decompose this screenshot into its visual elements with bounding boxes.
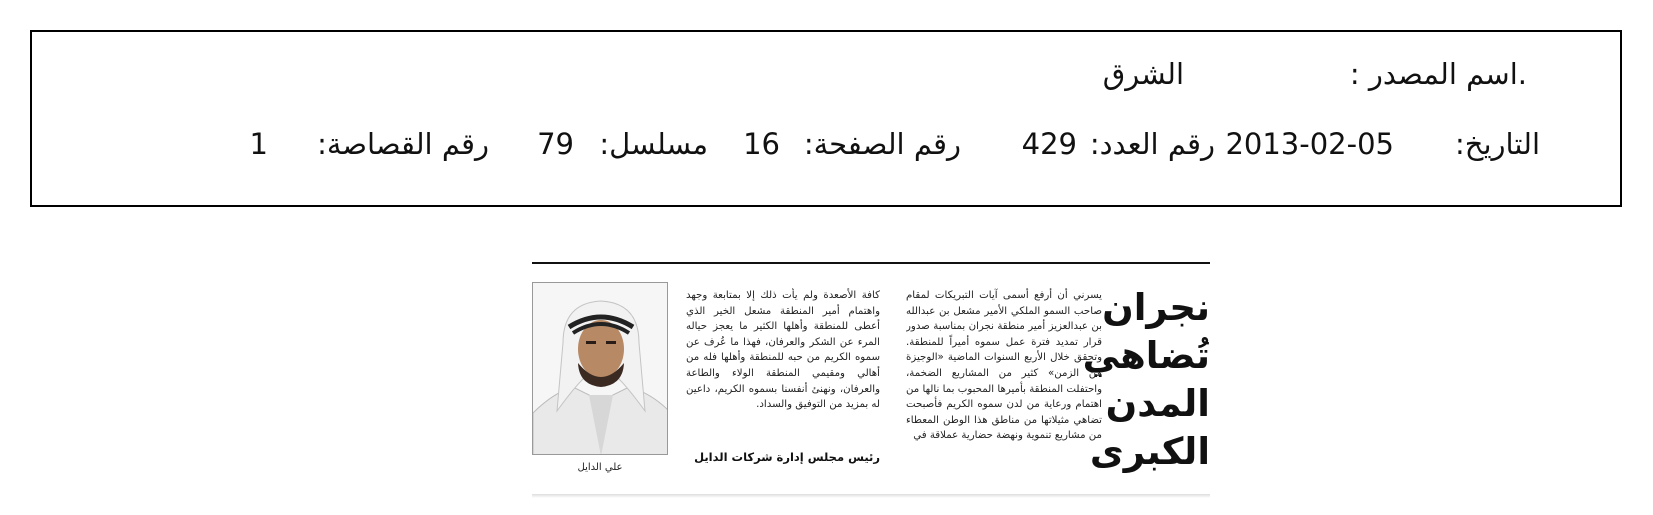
source-value: الشرق [1102,57,1184,91]
clipping-bottom-edge [532,494,1210,498]
headline-line-3: المدن [1105,382,1210,425]
portrait-image [533,283,668,455]
photo-caption: علي الدايل [577,462,623,473]
author-byline: رئيس مجلس إدارة شركات الدايل [694,450,880,464]
page-label: رقم الصفحة: [803,127,961,161]
newspaper-clipping [532,262,1210,500]
headline-line-2: تُضاهي [1082,334,1210,377]
clip-value: 1 [249,127,268,161]
article-column-1: يسرني أن أرفع أسمى آيات التبريكات لمقام صاحب السمو الملكي الأمير مشعل بن عبدالله بن عبدالعزيز أمير منطقة نجران بمناسبة صدور قرار تمديد فترة عمل سموه أميراً للمنطقة. وتحقق خلال الأربع السنوات الماضية «الوجيزة من الزمن» كثير من المشاريع الضخمة، واحتفلت المنطقة بأميرها المحبوب بما نالها من اهتمام ورعاية من لدن سموه الكريم فأصبحت تضاهي مثيلاتها من مناطق هذا الوطن المعطاء من مشاريع تنموية ونهضة حضارية عملاقة في [906,290,1102,442]
issue-value: 429 [1021,127,1077,161]
clipping-top-rule [532,262,1210,264]
serial-label: مسلسل: [599,127,708,161]
source-label: .اسم المصدر : [1349,57,1527,91]
article-column-2: كافة الأصعدة ولم يأت ذلك إلا بمتابعة وجهد واهتمام أمير المنطقة مشعل الخير الذي أعطى للمنطقة وأهلها الكثير ما يعجز حياله المرء عن الشكر والعرفان، فهذا ما عُرف عن سموه الكريم من حبه للمنطقة وأهلها فله من أهالي ومقيمي المنطقة الولاء والطاعة والعرفان، ونهنئ أنفسنا بسموه الكريم، داعين له بمزيد من التوفيق والسداد. [686,290,880,411]
date-value: 2013-02-05 [1225,127,1394,161]
header-box [30,30,1622,207]
page-value: 16 [743,127,780,161]
issue-label: رقم العدد: [1089,127,1215,161]
date-label: التاريخ: [1454,127,1540,161]
article-headline [1082,284,1210,476]
headline-line-4: الكبرى [1089,430,1210,473]
clip-label: رقم القصاصة: [317,127,489,161]
serial-value: 79 [537,127,574,161]
headline-line-1: نجران [1102,286,1210,329]
author-photo [532,282,668,455]
